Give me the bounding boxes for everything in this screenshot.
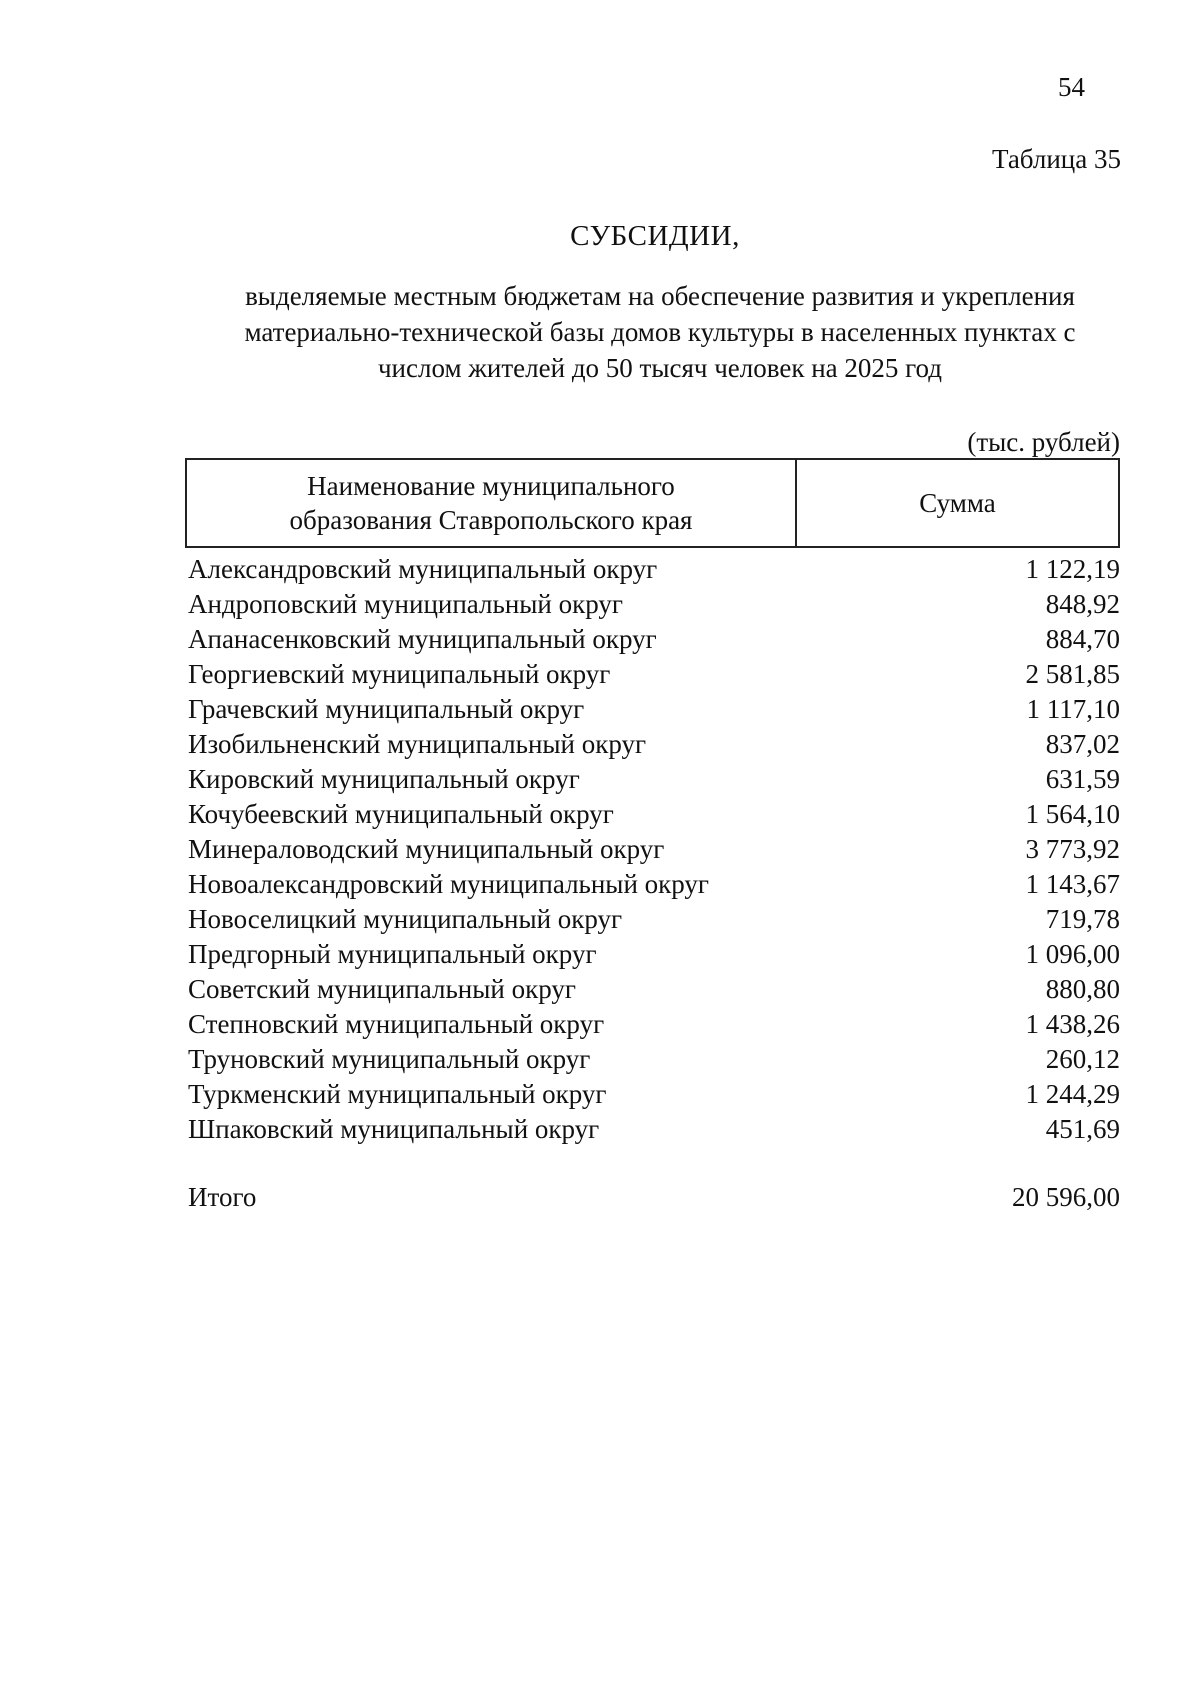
table-row [188, 797, 1120, 832]
doc-subtitle [200, 278, 1120, 386]
row-name: Шпаковский муниципальный округ [188, 1114, 600, 1144]
table-row [188, 1077, 1120, 1112]
table-row [188, 727, 1120, 762]
table-label: Таблица 35 [992, 144, 1121, 174]
row-name: Кочубеевский муниципальный округ [188, 799, 614, 829]
row-value: 884,70 [1045, 624, 1120, 654]
row-name: Предгорный муниципальный округ [188, 939, 597, 969]
total-label: Итого [188, 1182, 257, 1212]
row-value: 719,78 [1045, 904, 1120, 934]
table-row [188, 762, 1120, 797]
row-name: Новоселицкий муниципальный округ [188, 904, 623, 934]
row-value: 631,59 [1045, 764, 1120, 794]
row-value: 848,92 [1045, 589, 1120, 619]
subtitle-line: материально-технической базы домов культуры в населенных пунктах с [244, 317, 1076, 347]
row-value: 1 117,10 [1026, 694, 1120, 724]
header-name-column [187, 460, 797, 546]
row-name: Советский муниципальный округ [188, 974, 576, 1004]
total-value: 20 596,00 [1012, 1182, 1120, 1212]
table-row [188, 657, 1120, 692]
table-row [188, 552, 1120, 587]
row-name: Александровский муниципальный округ [188, 554, 658, 584]
table-row [188, 587, 1120, 622]
page-number: 54 [1058, 72, 1085, 102]
row-value: 1 143,67 [1025, 869, 1120, 899]
row-value: 3 773,92 [1025, 834, 1120, 864]
table-row [188, 867, 1120, 902]
row-value: 1 122,19 [1025, 554, 1120, 584]
row-value: 1 244,29 [1025, 1079, 1120, 1109]
table-row [188, 972, 1120, 1007]
table-row [188, 832, 1120, 867]
table-header [185, 458, 1120, 548]
header-name-line: образования Ставропольского края [289, 505, 693, 535]
table-row [188, 1112, 1120, 1147]
doc-title: СУБСИДИИ, [570, 220, 740, 252]
row-name: Кировский муниципальный округ [188, 764, 580, 794]
row-name: Андроповский муниципальный округ [188, 589, 623, 619]
subtitle-line: выделяемые местным бюджетам на обеспечение развития и укрепления [245, 281, 1075, 311]
row-name: Туркменский муниципальный округ [188, 1079, 607, 1109]
header-name-line: Наименование муниципального [307, 471, 675, 501]
row-name: Апанасенковский муниципальный округ [188, 624, 657, 654]
table-row [188, 622, 1120, 657]
row-name: Труновский муниципальный округ [188, 1044, 591, 1074]
row-name: Изобильненский муниципальный округ [188, 729, 647, 759]
row-name: Минераловодский муниципальный округ [188, 834, 665, 864]
units-label: (тыс. рублей) [967, 427, 1120, 457]
row-value: 1 096,00 [1025, 939, 1120, 969]
row-value: 451,69 [1045, 1114, 1120, 1144]
row-value: 1 438,26 [1025, 1009, 1120, 1039]
row-name: Грачевский муниципальный округ [188, 694, 585, 724]
row-value: 1 564,10 [1025, 799, 1120, 829]
total-row [188, 1180, 1120, 1215]
table-row [188, 692, 1120, 727]
row-name: Степновский муниципальный округ [188, 1009, 605, 1039]
header-sum-column: Сумма [919, 487, 996, 518]
row-name: Георгиевский муниципальный округ [188, 659, 611, 689]
table-row [188, 902, 1120, 937]
subtitle-line: числом жителей до 50 тысяч человек на 2025 год [377, 353, 943, 383]
row-value: 2 581,85 [1025, 659, 1120, 689]
row-value: 880,80 [1045, 974, 1120, 1004]
table-row [188, 1042, 1120, 1077]
table-row [188, 937, 1120, 972]
table-body [188, 552, 1120, 1147]
row-name: Новоалександровский муниципальный округ [188, 869, 709, 899]
table-row [188, 1007, 1120, 1042]
row-value: 837,02 [1045, 729, 1120, 759]
row-value: 260,12 [1045, 1044, 1120, 1074]
